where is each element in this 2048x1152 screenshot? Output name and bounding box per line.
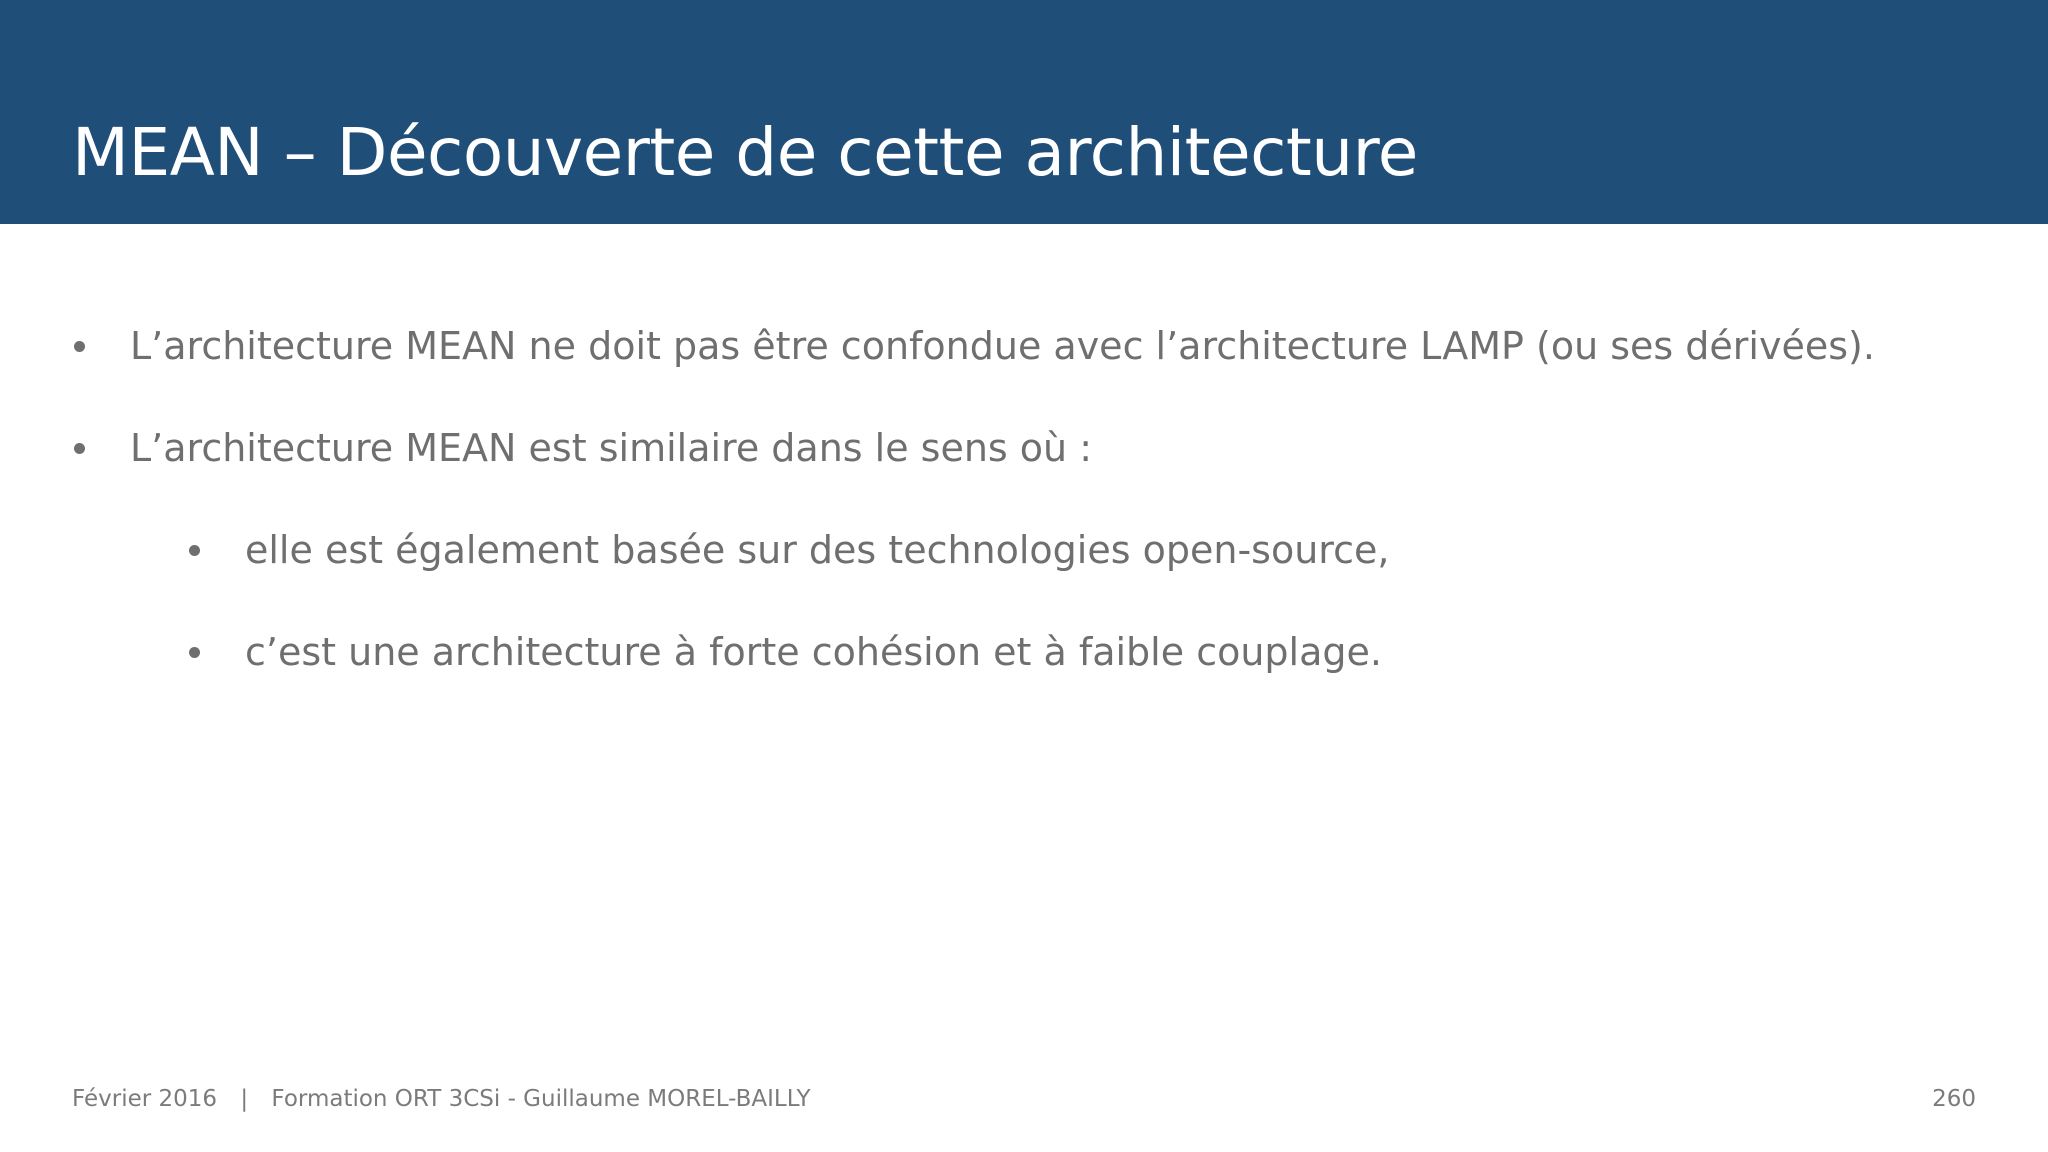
- bullet-dot-1: [74, 341, 85, 352]
- bullet-item-2: L’architecture MEAN est similaire dans le sens où :: [130, 426, 1093, 470]
- bullet-dot-2: [74, 443, 85, 454]
- footer-separator: |: [240, 1086, 249, 1112]
- page-number: 260: [1932, 1086, 1976, 1112]
- sub-bullet-item-2: c’est une architecture à forte cohésion et à faible couplage.: [245, 630, 1382, 674]
- slide-title: MEAN – Découverte de cette architecture: [72, 114, 1418, 191]
- footer-date: Février 2016: [72, 1086, 218, 1112]
- footer: [72, 1084, 811, 1114]
- sub-bullet-dot-1: [189, 545, 200, 556]
- sub-bullet-item-1: elle est également basée sur des technologies open-source,: [245, 528, 1390, 572]
- footer-course: Formation ORT 3CSi - Guillaume MOREL-BAILLY: [271, 1086, 811, 1112]
- bullet-item-1: L’architecture MEAN ne doit pas être confondue avec l’architecture LAMP (ou ses dérivées).: [130, 324, 1875, 368]
- sub-bullet-dot-2: [189, 647, 200, 658]
